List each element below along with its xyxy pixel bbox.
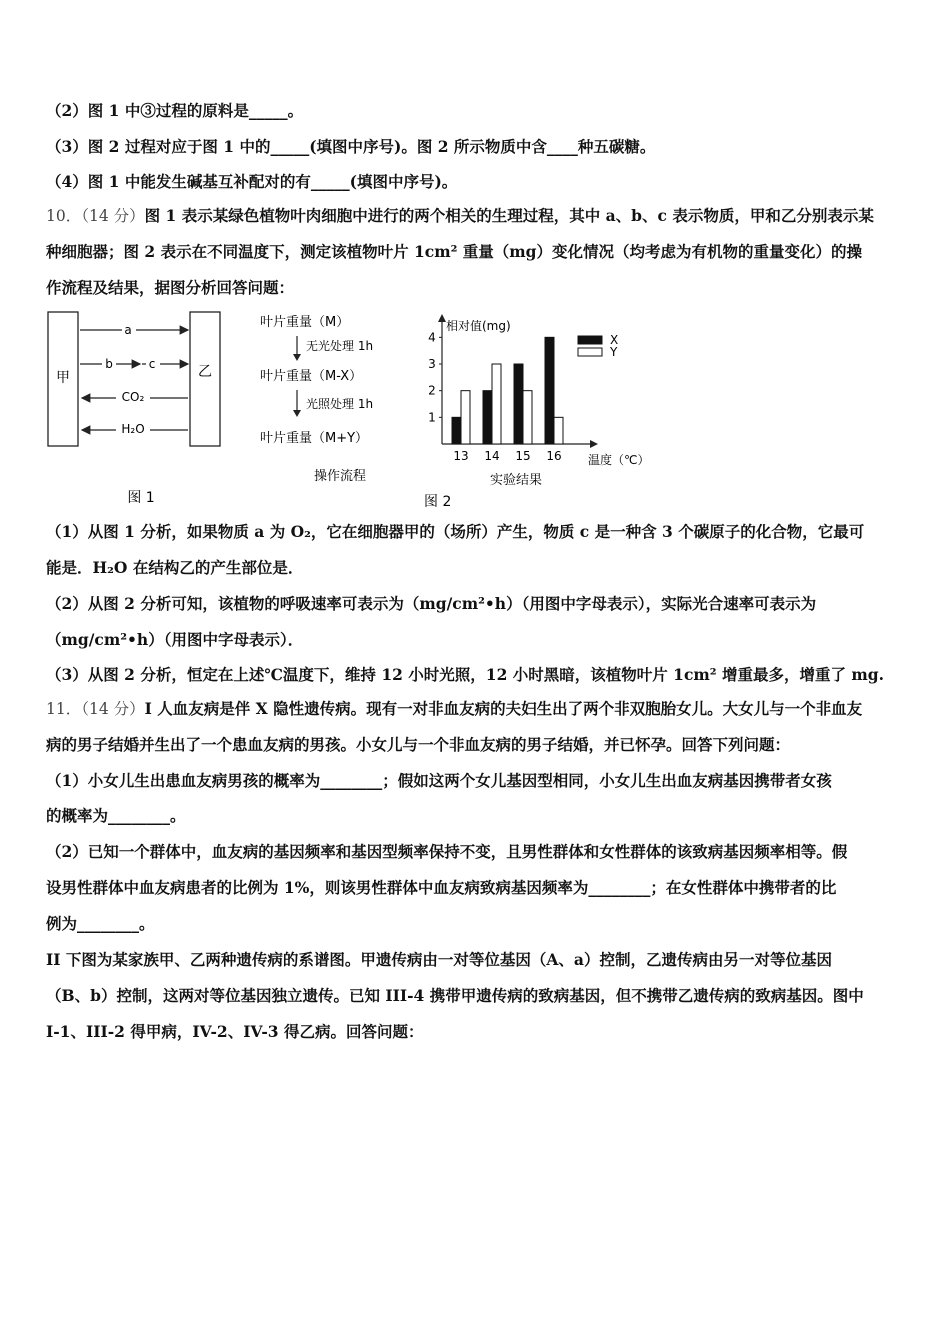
line-q11-II-1: II 下图为某家族甲、乙两种遗传病的系谱图。甲遗传病由一对等位基因（A、a）控制，乙遗传病由另一对等位基因 — [46, 950, 832, 969]
line-q10-stem-1 — [46, 206, 916, 226]
chart-xlabel: 温度（℃） — [588, 453, 650, 467]
line-q10-2a: （2）从图 2 分析可知，该植物的呼吸速率可表示为（mg/cm²•h）（用图中字母表示），实际光合速率可表示为 — [46, 594, 817, 613]
line-q10-3: （3）从图 2 分析，恒定在上述℃温度下，维持 12 小时光照，12 小时黑暗，该植物叶片 1cm² 增重最多，增重了 mg. — [46, 665, 885, 684]
x-tick-label: 13 — [453, 449, 469, 463]
question-number-11: 11．（14 分） — [46, 700, 145, 718]
y-tick-label: 2 — [428, 383, 436, 398]
legend-swatch-x — [578, 336, 602, 344]
legend-label-y: Y — [610, 345, 618, 359]
x-tick-label: 14 — [484, 449, 500, 463]
line-q11-1a: （1）小女儿生出患血友病男孩的概率为________；假如这两个女儿基因型相同，小女儿生出血友病基因携带者女孩 — [46, 771, 832, 790]
bar-y-16 — [554, 417, 563, 444]
y-tick-label: 1 — [428, 410, 436, 425]
organelle-yi-label: 乙 — [198, 364, 212, 380]
bar-x-15 — [514, 364, 523, 444]
bar-y-13 — [461, 391, 470, 444]
line-q11-2a: （2）已知一个群体中，血友病的基因频率和基因型频率保持不变，且男性群体和女性群体的该致病基因频率相等。假 — [46, 842, 848, 861]
label-a: a — [124, 323, 132, 337]
label-c: c — [148, 357, 156, 371]
bar-y-15 — [523, 391, 532, 444]
label-h2o: H₂O — [121, 422, 145, 436]
line-q10-1b: 能是．H₂O 在结构乙的产生部位是． — [46, 558, 304, 577]
x-tick-label: 16 — [546, 449, 562, 463]
line-q11-1b: 的概率为________。 — [46, 806, 186, 825]
line-q9-3: （3）图 2 过程对应于图 1 中的_____(填图中序号)。图 2 所示物质中含____种五碳糖。 — [46, 137, 656, 156]
label-b: b — [105, 357, 113, 371]
line-q11-2c: 例为________。 — [46, 914, 155, 933]
line-q9-4: （4）图 1 中能发生碱基互补配对的有_____(填图中序号)。 — [46, 172, 458, 191]
flow-operation-light: 光照处理 1h — [306, 397, 374, 411]
legend-swatch-y — [578, 348, 602, 356]
flow-step-2: 叶片重量（M-X） — [260, 369, 363, 384]
q11-stem-text: I 人血友病是伴 X 隐性遗传病。现有一对非血友病的夫妇生出了两个非双胞胎女儿。大女儿与一个非血友 — [144, 699, 863, 718]
figure-2-caption: 图 2 — [424, 494, 452, 508]
flow-step-3: 叶片重量（M+Y） — [260, 431, 369, 446]
flow-step-1: 叶片重量（M） — [260, 315, 350, 330]
chart-marks — [428, 330, 563, 463]
y-tick-label: 4 — [428, 330, 436, 345]
line-q10-1a: （1）从图 1 分析，如果物质 a 为 O₂，它在细胞器甲的（场所）产生，物质 c 是一种含 3 个碳原子的化合物，它最可 — [46, 522, 865, 541]
flow-operation-dark: 无光处理 1h — [306, 339, 374, 353]
label-co2: CO₂ — [121, 390, 145, 404]
line-q10-2b: （mg/cm²•h）（用图中字母表示）． — [46, 630, 304, 649]
line-q11-2b: 设男性群体中血友病患者的比例为 1%，则该男性群体中血友病致病基因频率为________；在女性群体中携带者的比 — [46, 878, 837, 897]
y-tick-label: 3 — [428, 357, 436, 371]
figure-1 — [44, 306, 234, 508]
line-q11-II-3: I-1、III-2 得甲病，IV-2、IV-3 得乙病。回答问题： — [46, 1022, 424, 1041]
bar-y-14 — [492, 364, 501, 444]
bar-x-14 — [483, 391, 492, 444]
q10-stem-text: 图 1 表示某绿色植物叶肉细胞中进行的两个相关的生理过程，其中 a、b、c 表示物质，甲和乙分别表示某 — [144, 206, 874, 225]
organelle-jia-label: 甲 — [56, 370, 70, 386]
legend-label-x: X — [610, 333, 619, 347]
bar-x-13 — [452, 417, 461, 444]
chart-subcaption: 实验结果 — [489, 473, 543, 488]
line-q9-2: （2）图 1 中③过程的原料是_____。 — [46, 101, 304, 120]
line-q10-stem-2: 种细胞器；图 2 表示在不同温度下，测定该植物叶片 1cm² 重量（mg）变化情况（均考虑为有机物的重量变化）的操 — [46, 242, 863, 261]
line-q11-II-2: （B、b）控制，这两对等位基因独立遗传。已知 III-4 携带甲遗传病的致病基因，但不携带乙遗传病的致病基因。图中 — [46, 986, 864, 1005]
line-q10-stem-3: 作流程及结果，据图分析回答问题： — [46, 278, 295, 297]
line-q11-stem-1 — [46, 699, 916, 719]
operation-flow — [252, 306, 412, 490]
figure-2-chart — [416, 310, 666, 508]
question-number-10: 10．（14 分） — [46, 207, 145, 225]
bar-x-16 — [545, 337, 554, 444]
chart-ylabel: 相对值(mg) — [446, 319, 511, 333]
flow-caption: 操作流程 — [313, 469, 367, 484]
figure-1-caption: 图 1 — [127, 490, 155, 506]
line-q11-stem-2: 病的男子结婚并生出了一个患血友病的男孩。小女儿与一个非血友病的男子结婚，并已怀孕。回答下列问题： — [46, 735, 791, 754]
x-tick-label: 15 — [515, 449, 531, 463]
